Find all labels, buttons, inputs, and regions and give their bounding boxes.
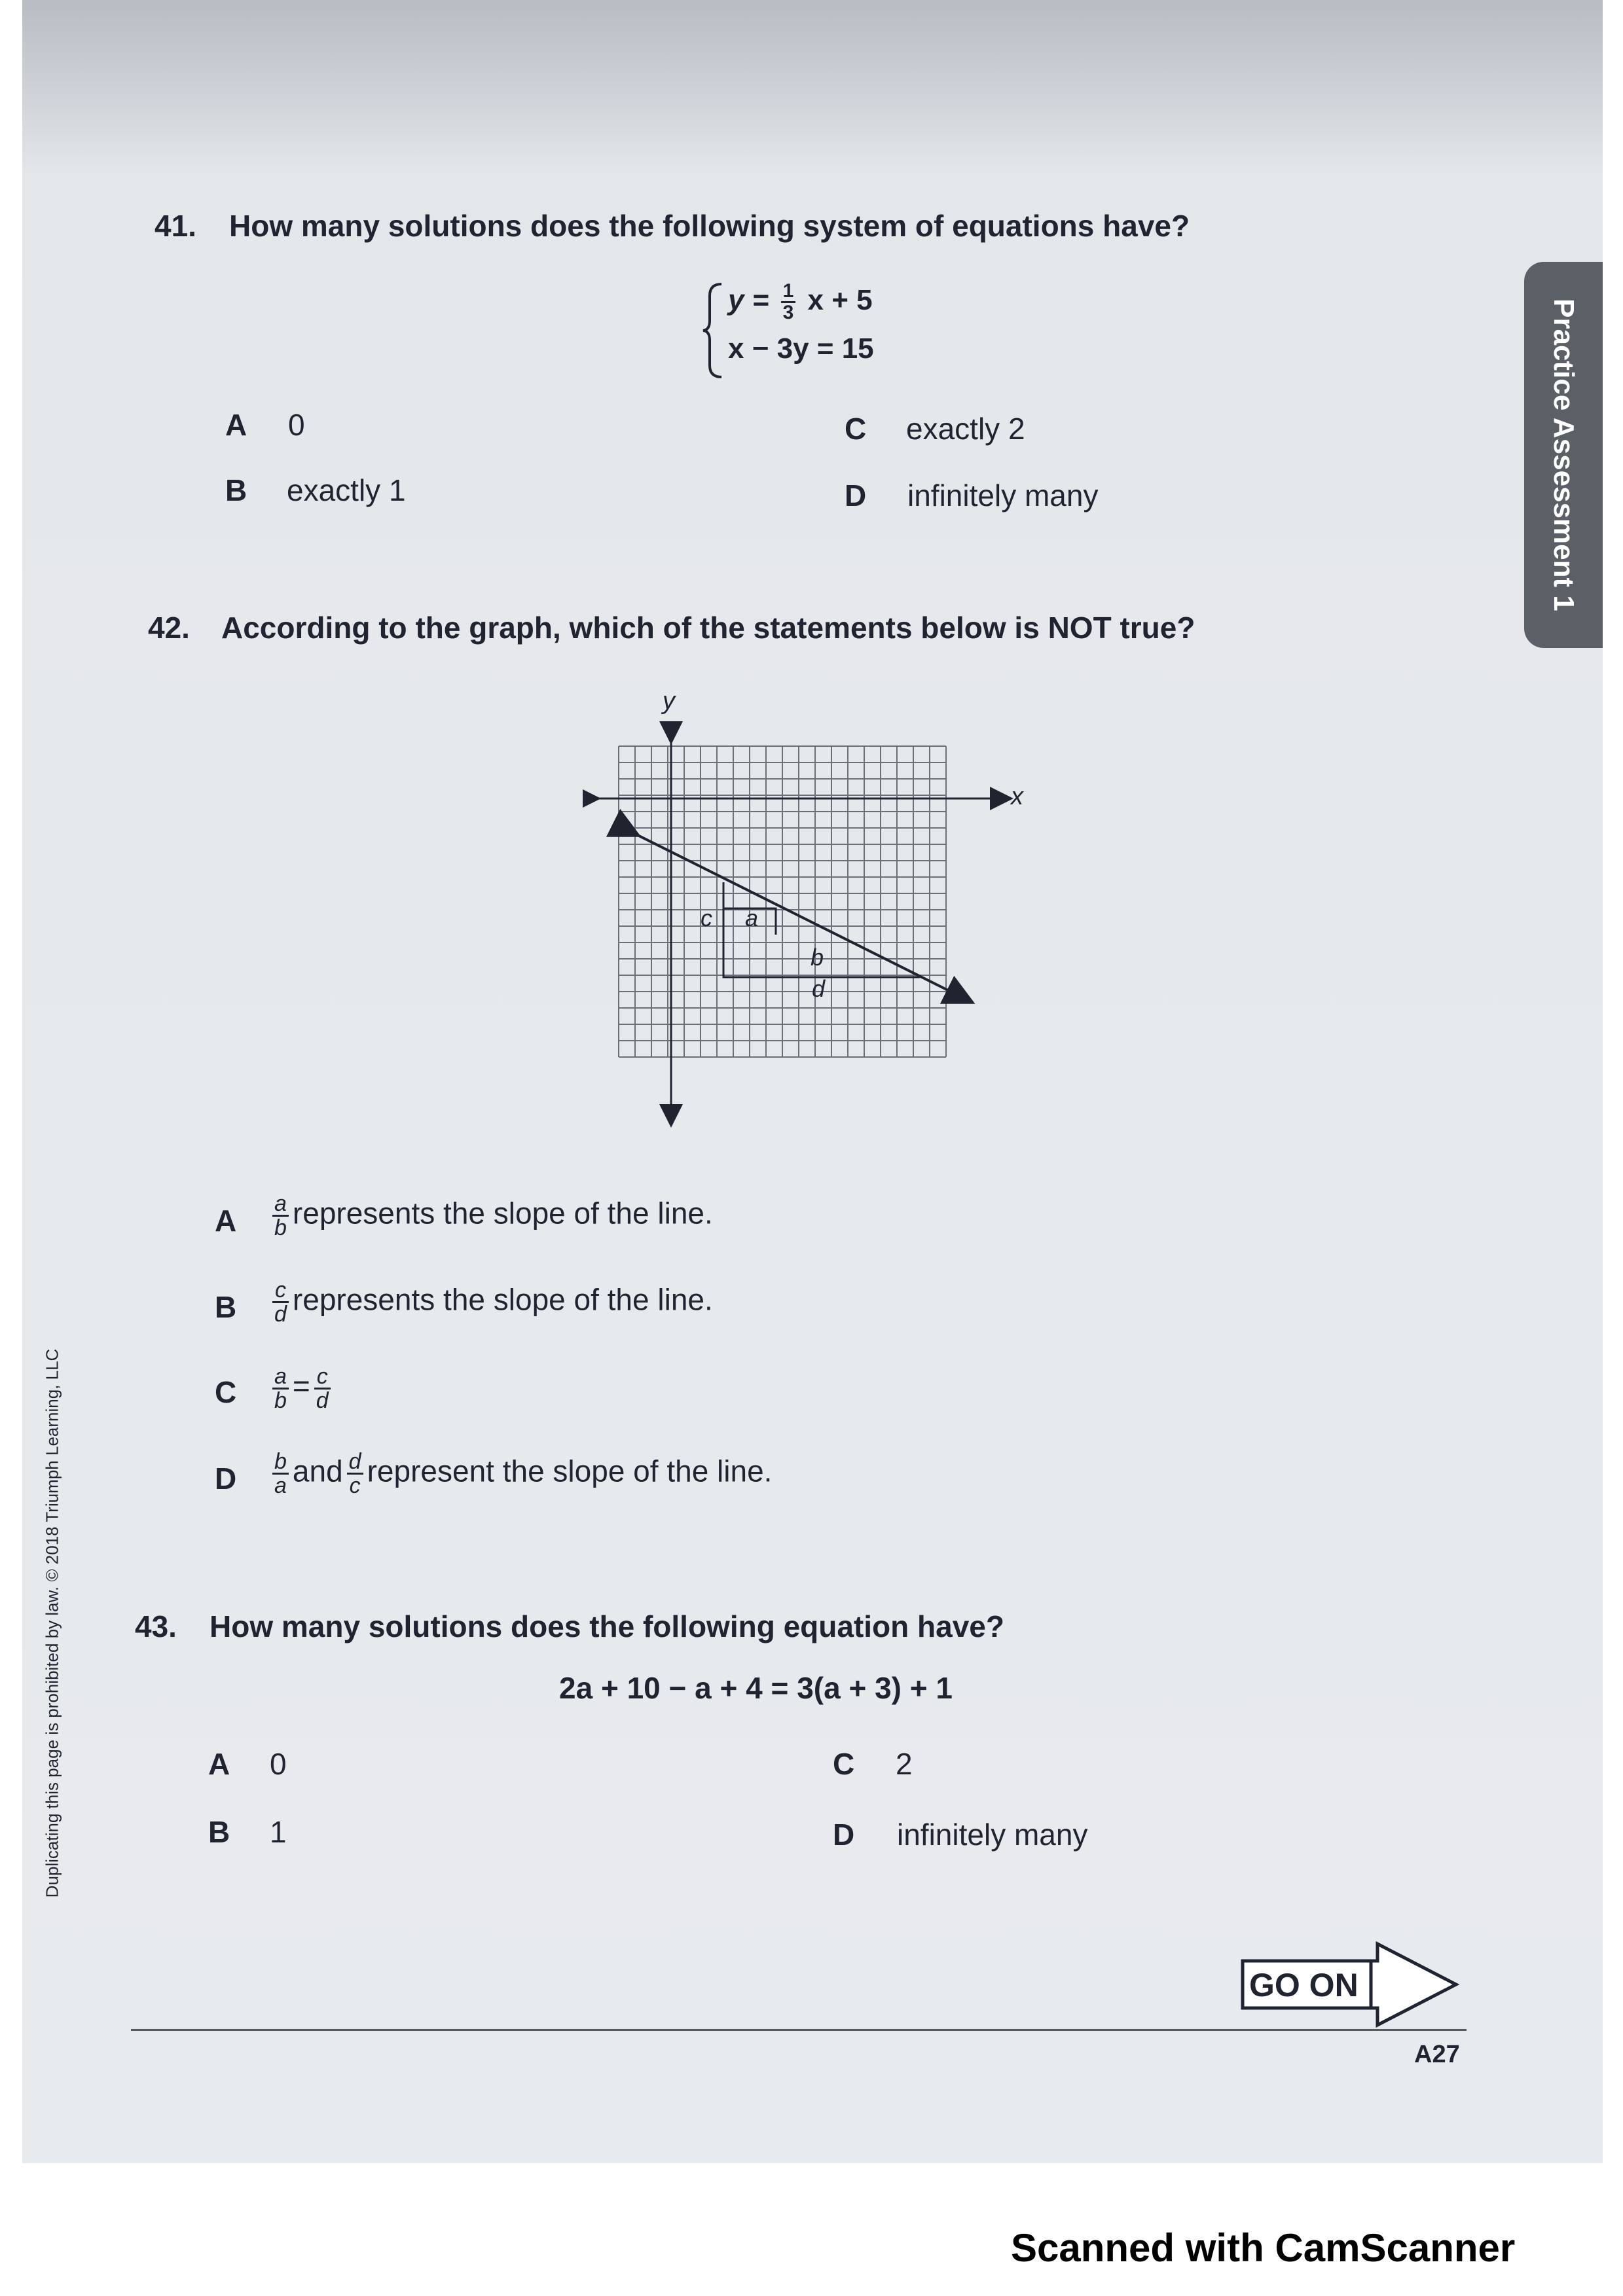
q42-c-fraction-1 (272, 1365, 289, 1412)
q43-question: How many solutions does the following equation have? (210, 1609, 1004, 1643)
graph-line (627, 830, 961, 997)
q43-option-b-letter[interactable]: B (208, 1815, 230, 1849)
q43-option-b-text[interactable]: 1 (270, 1815, 287, 1849)
q41-option-c-text[interactable]: exactly 2 (906, 412, 1025, 446)
q41-option-a-text[interactable]: 0 (288, 408, 305, 442)
segment-label-d: d (812, 975, 826, 1002)
q41-eq1-fraction (781, 281, 796, 323)
q42-b-den: d (274, 1302, 287, 1327)
q42-d-num1: b (272, 1450, 289, 1475)
q41-eq1-left: y = (728, 284, 769, 317)
y-axis-label: y (663, 687, 675, 715)
side-tab-label: Practice Assessment 1 (1548, 298, 1580, 611)
q42-question: According to the graph, which of the statements below is NOT true? (221, 611, 1195, 645)
q42-c-equals: = (292, 1369, 310, 1403)
q42-option-d-text[interactable] (268, 1450, 772, 1497)
q43-option-d-letter[interactable]: D (833, 1818, 855, 1852)
q41-equation-2: x − 3y = 15 (728, 332, 874, 365)
q42-option-d-letter[interactable]: D (215, 1462, 237, 1496)
segment-label-a: a (745, 905, 759, 931)
q42-d-and: and (292, 1454, 343, 1488)
q42-d-num2: d (347, 1450, 363, 1475)
q42-b-fraction (272, 1279, 289, 1325)
q42-c-num2: c (314, 1365, 331, 1390)
q41-option-b-letter[interactable]: B (225, 473, 247, 507)
q43-option-c-letter[interactable]: C (833, 1747, 855, 1781)
scanner-watermark: Scanned with CamScanner (1011, 2226, 1516, 2270)
q42-c-fraction-2 (314, 1365, 331, 1412)
side-tab (1524, 262, 1603, 648)
q43-option-a-letter[interactable]: A (208, 1747, 230, 1781)
q43-option-a-text[interactable]: 0 (270, 1747, 287, 1781)
q42-option-a-letter[interactable]: A (215, 1204, 237, 1238)
q41-eq1-frac-den: 3 (782, 302, 794, 323)
q41-eq1-right: x + 5 (807, 284, 873, 317)
q42-option-c-text[interactable] (268, 1365, 335, 1412)
go-on-arrow (1240, 1941, 1463, 2031)
q41-equation-1 (728, 281, 873, 323)
q42-d-label: represent the slope of the line. (367, 1454, 773, 1488)
q42-number: 42. (148, 611, 190, 645)
q42-d-fraction-1 (272, 1450, 289, 1497)
q43-option-c-text[interactable]: 2 (896, 1747, 913, 1781)
segment-label-c: c (701, 905, 712, 931)
segment-label-b: b (811, 944, 824, 971)
q42-option-b-letter[interactable]: B (215, 1290, 237, 1324)
footer-rule (131, 2029, 1467, 2031)
left-brace-icon (702, 281, 728, 380)
q42-graph (583, 687, 1041, 1132)
q42-b-num: c (272, 1279, 289, 1303)
q42-a-label: represents the slope of the line. (292, 1196, 713, 1230)
q41-option-c-letter[interactable]: C (845, 412, 867, 446)
q42-c-num1: a (272, 1365, 289, 1390)
q42-a-fraction (272, 1193, 289, 1239)
q41-option-a-letter[interactable]: A (225, 408, 247, 442)
q43-number: 43. (135, 1609, 177, 1643)
q43-option-d-text[interactable]: infinitely many (897, 1818, 1088, 1852)
q42-d-den1: a (274, 1473, 287, 1498)
q42-option-a-text[interactable] (268, 1193, 713, 1239)
q42-option-c-letter[interactable]: C (215, 1375, 237, 1409)
q41-question: How many solutions does the following system of equations have? (229, 209, 1190, 243)
q42-d-fraction-2 (347, 1450, 363, 1497)
q41-option-d-text[interactable]: infinitely many (907, 478, 1099, 512)
q41-number: 41. (155, 209, 196, 243)
q42-b-label: represents the slope of the line. (292, 1282, 713, 1317)
q41-eq1-frac-num: 1 (781, 281, 796, 303)
q42-a-num: a (272, 1193, 289, 1217)
q42-a-den: b (274, 1215, 287, 1240)
q42-c-den1: b (274, 1388, 287, 1413)
q41-option-b-text[interactable]: exactly 1 (287, 473, 406, 507)
q42-d-den2: c (349, 1473, 361, 1498)
copyright-note: Duplicating this page is prohibited by law. © 2018 Triumph Learning, LLC (42, 1348, 62, 1898)
page-number: A27 (1414, 2041, 1460, 2068)
q43-equation: 2a + 10 − a + 4 = 3(a + 3) + 1 (559, 1671, 953, 1705)
q42-c-den2: d (316, 1388, 329, 1413)
q41-option-d-letter[interactable]: D (845, 478, 867, 512)
x-axis-label: x (1011, 783, 1023, 810)
q42-option-b-text[interactable] (268, 1279, 713, 1325)
coordinate-grid (583, 687, 1041, 1132)
go-on-label: GO ON (1249, 1967, 1359, 2003)
scan-shadow (22, 0, 1603, 177)
